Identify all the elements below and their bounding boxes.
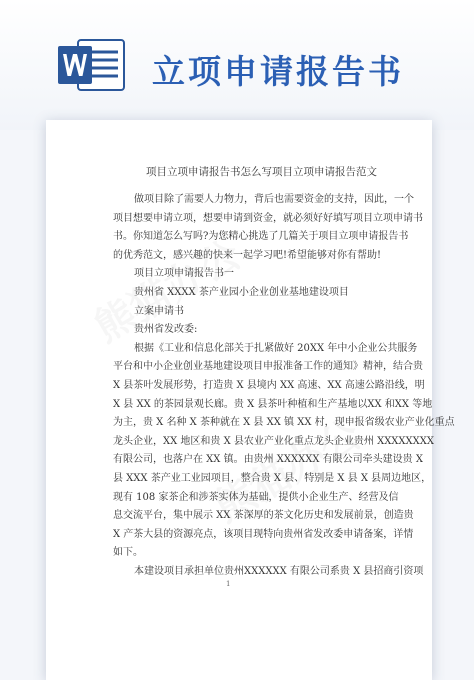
document-line: 项目想要申请立项，想要申请到资金，就必须好好填写项目立项申请书 bbox=[113, 212, 423, 224]
document-page bbox=[46, 120, 455, 680]
document-line: 做项目除了需要人力物力，背后也需要资金的支持，因此，一个 bbox=[134, 194, 414, 205]
document-line: 贵州省发改委: bbox=[134, 324, 198, 336]
document-line: 的优秀范文，感兴趣的快来一起学习吧!希望能够对你有帮助! bbox=[113, 249, 382, 261]
document-line: 县 XXX 茶产业工业园项目，整合贵 X 县、特别是 X 县 X 县周边地区， bbox=[113, 473, 432, 484]
document-line: 龙头企业，XX 地区和贵 X 县农业产业化重点龙头企业贵州 XXXXXXXX bbox=[113, 435, 435, 447]
document-line: 贵州省 XXXX 茶产业园小企业创业基地建设项目 bbox=[134, 287, 349, 298]
document-line: 为主，贵 X 名种 X 茶种就在 X 县 XX 镇 XX 村，现申报省级农业产业化重点 bbox=[113, 417, 455, 429]
word-icon bbox=[58, 38, 126, 92]
document-line: 书。你知道怎么写吗?为您精心挑选了几篇关于项目立项申请报告书 bbox=[113, 231, 409, 243]
page-title: 立项申请报告书 bbox=[152, 52, 404, 91]
document-line: 根据《工业和信息化部关于扎紧做好 20XX 年中小企业公共服务 bbox=[134, 342, 418, 354]
page-number: 1 bbox=[226, 580, 231, 588]
document-line: 现有 108 家茶企和涉茶实体为基础，提供小企业生产、经营及信 bbox=[113, 491, 399, 503]
document-heading: 项目立项申请报告书怎么写项目立项申请报告范文 bbox=[146, 166, 377, 178]
document-line: 息交流平台，集中展示 XX 茶深厚的茶文化历史和发展前景，创造贵 bbox=[113, 510, 414, 522]
document-line: 如下。 bbox=[113, 547, 143, 559]
document-line: 项目立项申请报告书一 bbox=[134, 268, 234, 280]
document-line: X 县 XX 的茶园景观长廊。贵 X 县茶叶种植和生产基地以XX 和XX 等地 bbox=[113, 398, 433, 410]
document-line: X 产茶大县的资源亮点，该项目现特向贵州省发改委申请备案，详情 bbox=[113, 528, 414, 540]
header-banner bbox=[0, 0, 474, 130]
document-line: 立案申请书 bbox=[134, 305, 184, 317]
document-line: 有限公司，也落户在 XX 镇。由贵州 XXXXXX 有限公司牵头建设贵 X bbox=[113, 454, 423, 466]
document-line: X 县茶叶发展形势，打造贵 X 县境内 XX 高速、XX 高速公路沿线，明 bbox=[113, 380, 425, 391]
document-line: 平台和中小企业创业基地建设项目申报准备工作的通知》精神，结合贵 bbox=[113, 361, 423, 373]
document-line: 本建设项目承担单位贵州XXXXXX 有限公司系贵 X 县招商引资项 bbox=[134, 566, 424, 577]
